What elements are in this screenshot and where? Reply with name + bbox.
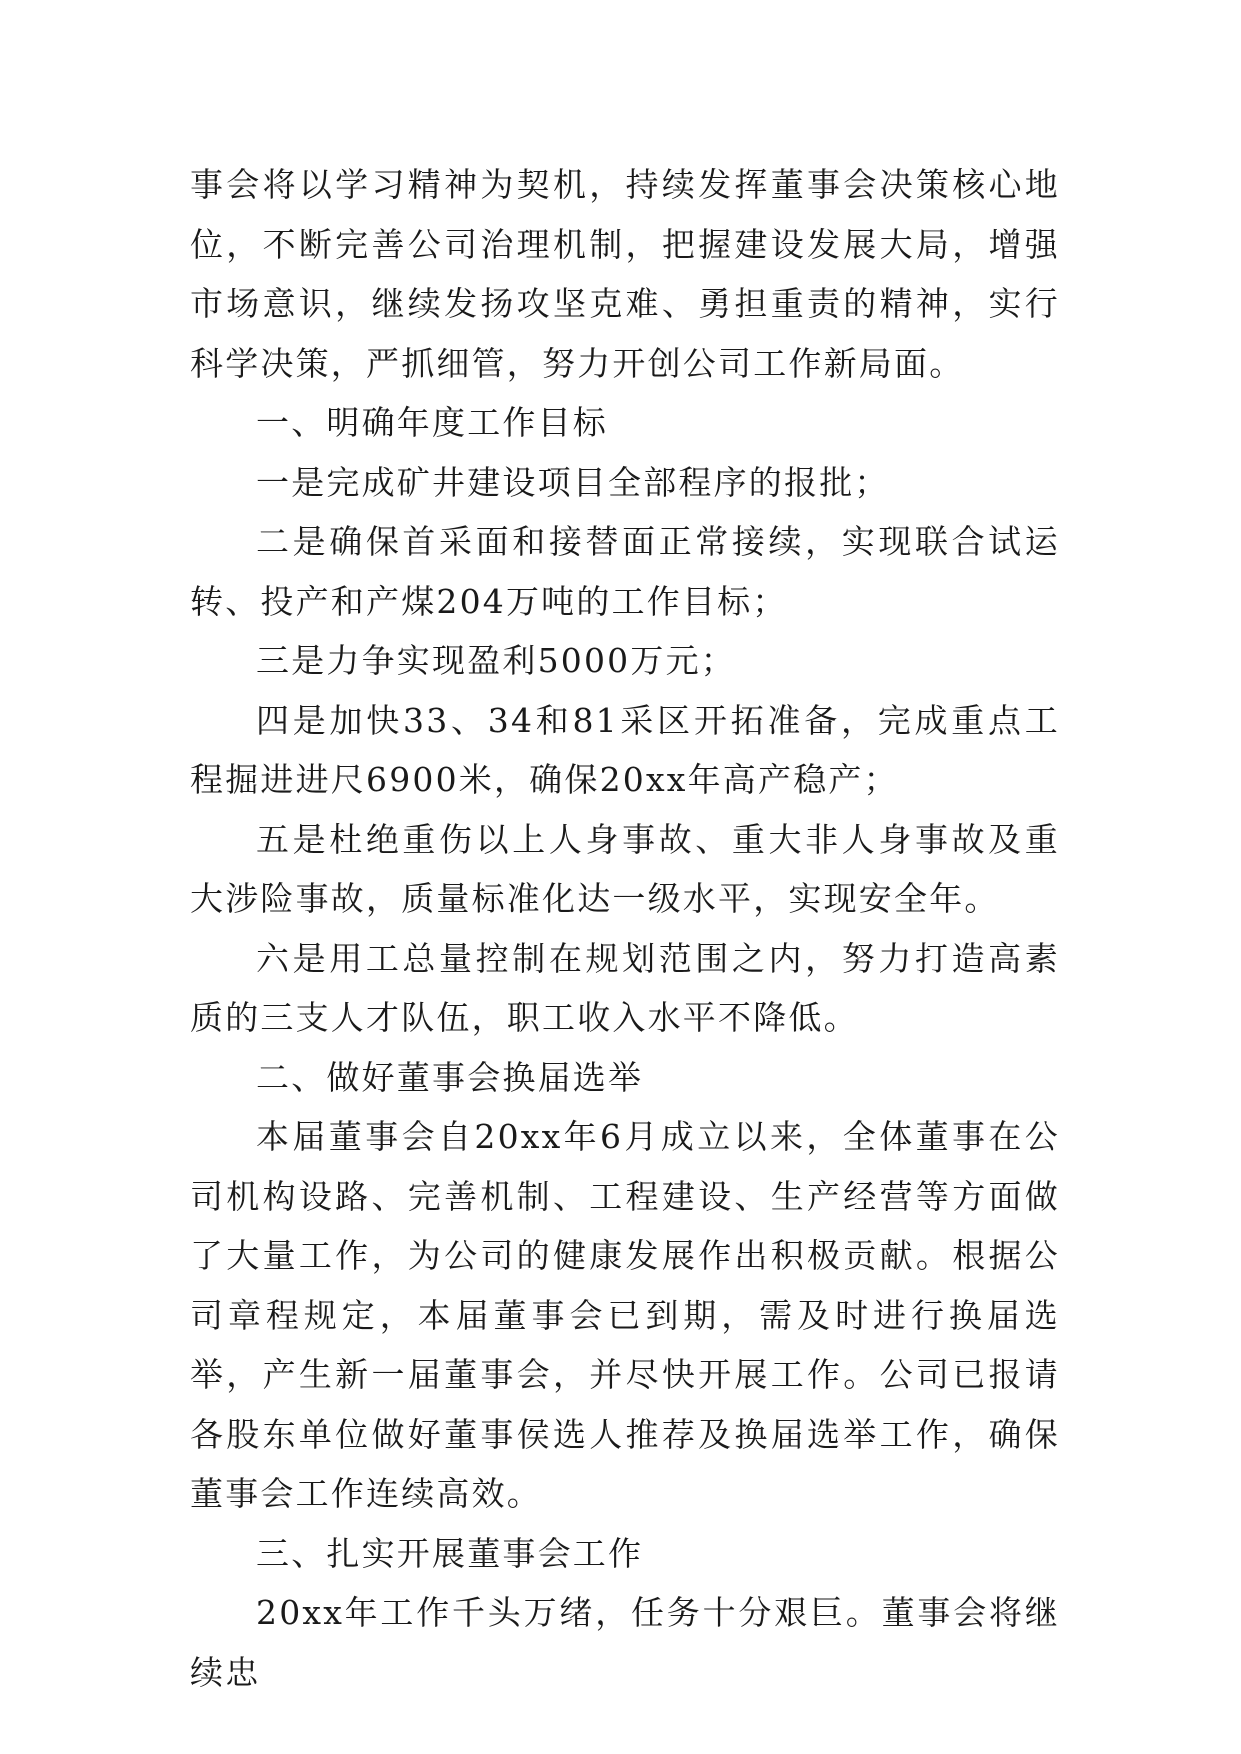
document-body — [190, 155, 1060, 1702]
paragraph-board-election: 本届董事会自20xx年6月成立以来，全体董事在公司机构设路、完善机制、工程建设、生产经营等方面做了大量工作，为公司的健康发展作出积极贡献。根据公司章程规定，本届董事会已到期，需及时进行换届选举，产生新一届董事会，并尽快开展工作。公司已报请各股东单位做好董事侯选人推荐及换届选举工作，确保董事会工作连续高效。 — [190, 1117, 1060, 1513]
goal-item-3: 三是力争实现盈利5000万元； — [256, 641, 736, 680]
section-heading-2: 二、做好董事会换届选举 — [256, 1057, 644, 1097]
goal-item-2: 二是确保首采面和接替面正常接续，实现联合试运转、投产和产煤204万吨的工作目标； — [190, 522, 1060, 621]
goal-item-1: 一是完成矿井建设项目全部程序的报批； — [256, 462, 890, 502]
section-heading-3: 三、扎实开展董事会工作 — [256, 1533, 644, 1573]
goal-item-5: 五是杜绝重伤以上人身事故、重大非人身事故及重大涉险事故，质量标准化达一级水平，实现安全年。 — [190, 819, 1060, 918]
paragraph-board-work: 20xx年工作千头万绪，任务十分艰巨。董事会将继续忠 — [190, 1593, 1060, 1692]
section-heading-1: 一、明确年度工作目标 — [256, 403, 608, 442]
paragraph-continuation: 事会将以学习精神为契机，持续发挥董事会决策核心地位，不断完善公司治理机制，把握建设发展大局，增强市场意识，继续发扬攻坚克难、勇担重责的精神，实行科学决策，严抓细管，努力开创公司工作新局面。 — [190, 165, 1060, 383]
goal-item-4: 四是加快33、34和81采区开拓准备，完成重点工程掘进进尺6900米，确保20xx年高产稳产； — [190, 700, 1060, 799]
goal-item-6: 六是用工总量控制在规划范围之内，努力打造高素质的三支人才队伍，职工收入水平不降低。 — [190, 938, 1060, 1037]
